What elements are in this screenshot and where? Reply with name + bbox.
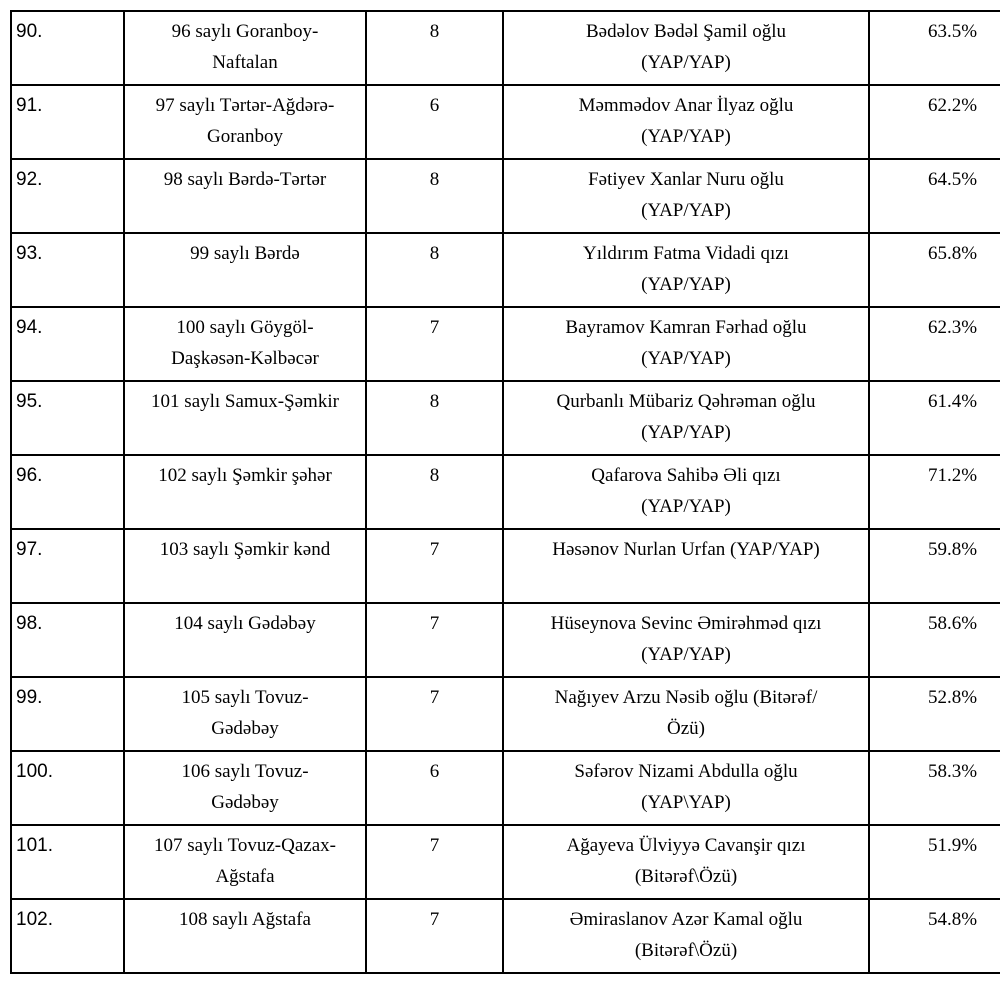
cell-text-line: 100 saylı Göygöl-: [176, 317, 314, 338]
table-row: [11, 455, 1000, 529]
candidate-count: 8: [366, 159, 503, 233]
cell-text-line: Hüseynova Sevinc Əmirəhməd qızı: [550, 613, 822, 634]
table-row: [11, 159, 1000, 233]
candidate-count: 6: [366, 751, 503, 825]
percent-cell: 62.3%: [869, 307, 1000, 381]
cell-text-line: Goranboy: [207, 126, 283, 147]
cell-text-line: (YAP/YAP): [641, 496, 731, 517]
candidate-cell: [503, 751, 869, 825]
candidate-cell: [503, 85, 869, 159]
row-number: 96.: [11, 455, 124, 529]
district-cell: [124, 751, 366, 825]
table-row: [11, 899, 1000, 973]
cell-text-line: Əmiraslanov Azər Kamal oğlu: [569, 909, 803, 930]
candidate-count: 8: [366, 11, 503, 85]
table-row: [11, 381, 1000, 455]
cell-text-line: (YAP/YAP): [641, 200, 731, 221]
cell-text-line: (YAP\YAP): [641, 792, 731, 813]
row-number: 101.: [11, 825, 124, 899]
cell-text-line: Yıldırım Fatma Vidadi qızı: [583, 243, 789, 264]
cell-text-line: 105 saylı Tovuz-: [181, 687, 309, 708]
cell-text-line: Fətiyev Xanlar Nuru oğlu: [588, 169, 784, 190]
candidate-count: 7: [366, 307, 503, 381]
row-number: 99.: [11, 677, 124, 751]
percent-cell: 58.6%: [869, 603, 1000, 677]
candidate-cell: [503, 11, 869, 85]
cell-text-line: 98 saylı Bərdə-Tərtər: [163, 169, 327, 190]
percent-cell: 59.8%: [869, 529, 1000, 603]
cell-text-line: 103 saylı Şəmkir kənd: [159, 539, 331, 560]
percent-cell: 65.8%: [869, 233, 1000, 307]
district-cell: [124, 899, 366, 973]
candidate-cell: [503, 455, 869, 529]
cell-text-line: (YAP/YAP): [641, 126, 731, 147]
candidate-count: 6: [366, 85, 503, 159]
percent-cell: 58.3%: [869, 751, 1000, 825]
candidate-cell: [503, 233, 869, 307]
district-cell: [124, 677, 366, 751]
district-cell: [124, 233, 366, 307]
district-cell: [124, 603, 366, 677]
district-cell: [124, 159, 366, 233]
district-cell: [124, 11, 366, 85]
cell-text-line: Daşkəsən-Kəlbəcər: [171, 348, 319, 369]
cell-text-line: Məmmədov Anar İlyaz oğlu: [578, 95, 794, 116]
cell-text-line: Ağstafa: [215, 866, 275, 887]
candidate-cell: [503, 159, 869, 233]
cell-text-line: Həsənov Nurlan Urfan (YAP/YAP): [552, 539, 820, 560]
cell-text-line: 99 saylı Bərdə: [190, 243, 300, 264]
candidate-count: 7: [366, 677, 503, 751]
percent-cell: 54.8%: [869, 899, 1000, 973]
cell-text-line: (YAP/YAP): [641, 644, 731, 665]
table-row: [11, 677, 1000, 751]
candidate-cell: [503, 307, 869, 381]
table-row: [11, 603, 1000, 677]
cell-text-line: Ağayeva Ülviyyə Cavanşir qızı: [566, 835, 806, 856]
candidate-count: 8: [366, 381, 503, 455]
candidate-count: 7: [366, 529, 503, 603]
percent-cell: 52.8%: [869, 677, 1000, 751]
cell-text-line: Qurbanlı Mübariz Qəhrəman oğlu: [556, 391, 816, 412]
district-cell: [124, 455, 366, 529]
percent-cell: 61.4%: [869, 381, 1000, 455]
cell-text-line: (YAP/YAP): [641, 274, 731, 295]
percent-cell: 64.5%: [869, 159, 1000, 233]
candidate-cell: [503, 899, 869, 973]
row-number: 93.: [11, 233, 124, 307]
cell-text-line: Bədəlov Bədəl Şamil oğlu: [585, 21, 786, 42]
row-number: 91.: [11, 85, 124, 159]
table-row: [11, 529, 1000, 603]
row-number: 97.: [11, 529, 124, 603]
percent-cell: 62.2%: [869, 85, 1000, 159]
candidate-cell: [503, 677, 869, 751]
cell-text-line: 104 saylı Gədəbəy: [174, 613, 316, 634]
candidate-count: 8: [366, 455, 503, 529]
cell-text-line: (YAP/YAP): [641, 348, 731, 369]
row-number: 98.: [11, 603, 124, 677]
candidate-cell: [503, 603, 869, 677]
candidate-cell: [503, 529, 869, 603]
cell-text-line: Naftalan: [212, 52, 278, 73]
candidate-cell: [503, 825, 869, 899]
table-row: [11, 85, 1000, 159]
results-table-body: [11, 11, 1000, 973]
cell-text-line: 101 saylı Samux-Şəmkir: [151, 391, 339, 412]
candidate-count: 7: [366, 899, 503, 973]
table-row: [11, 825, 1000, 899]
row-number: 90.: [11, 11, 124, 85]
district-cell: [124, 825, 366, 899]
district-cell: [124, 529, 366, 603]
cell-text-line: (YAP/YAP): [641, 52, 731, 73]
candidate-count: 7: [366, 825, 503, 899]
cell-text-line: Özü): [667, 718, 705, 739]
cell-text-line: (Bitərəf\Özü): [634, 866, 738, 887]
cell-text-line: 108 saylı Ağstafa: [179, 909, 311, 930]
table-row: [11, 11, 1000, 85]
row-number: 92.: [11, 159, 124, 233]
candidate-count: 7: [366, 603, 503, 677]
cell-text-line: Nağıyev Arzu Nəsib oğlu (Bitərəf/: [554, 687, 818, 708]
row-number: 102.: [11, 899, 124, 973]
row-number: 95.: [11, 381, 124, 455]
cell-text-line: Gədəbəy: [211, 792, 279, 813]
cell-text-line: (YAP/YAP): [641, 422, 731, 443]
cell-text-line: 97 saylı Tərtər-Ağdərə-: [155, 95, 335, 116]
district-cell: [124, 85, 366, 159]
district-cell: [124, 307, 366, 381]
percent-cell: 63.5%: [869, 11, 1000, 85]
percent-cell: 71.2%: [869, 455, 1000, 529]
cell-text-line: 96 saylı Goranboy-: [171, 21, 319, 42]
candidate-cell: [503, 381, 869, 455]
row-number: 94.: [11, 307, 124, 381]
table-row: [11, 307, 1000, 381]
cell-text-line: (Bitərəf\Özü): [634, 940, 738, 961]
cell-text-line: Qafarova Sahibə Əli qızı: [591, 465, 781, 486]
results-table: [10, 10, 1000, 974]
percent-cell: 51.9%: [869, 825, 1000, 899]
cell-text-line: Bayramov Kamran Fərhad oğlu: [565, 317, 807, 338]
candidate-count: 8: [366, 233, 503, 307]
table-row: [11, 751, 1000, 825]
cell-text-line: Gədəbəy: [211, 718, 279, 739]
district-cell: [124, 381, 366, 455]
cell-text-line: Səfərov Nizami Abdulla oğlu: [574, 761, 798, 782]
cell-text-line: 107 saylı Tovuz-Qazax-: [154, 835, 336, 856]
table-row: [11, 233, 1000, 307]
row-number: 100.: [11, 751, 124, 825]
cell-text-line: 106 saylı Tovuz-: [181, 761, 309, 782]
cell-text-line: 102 saylı Şəmkir şəhər: [158, 465, 332, 486]
